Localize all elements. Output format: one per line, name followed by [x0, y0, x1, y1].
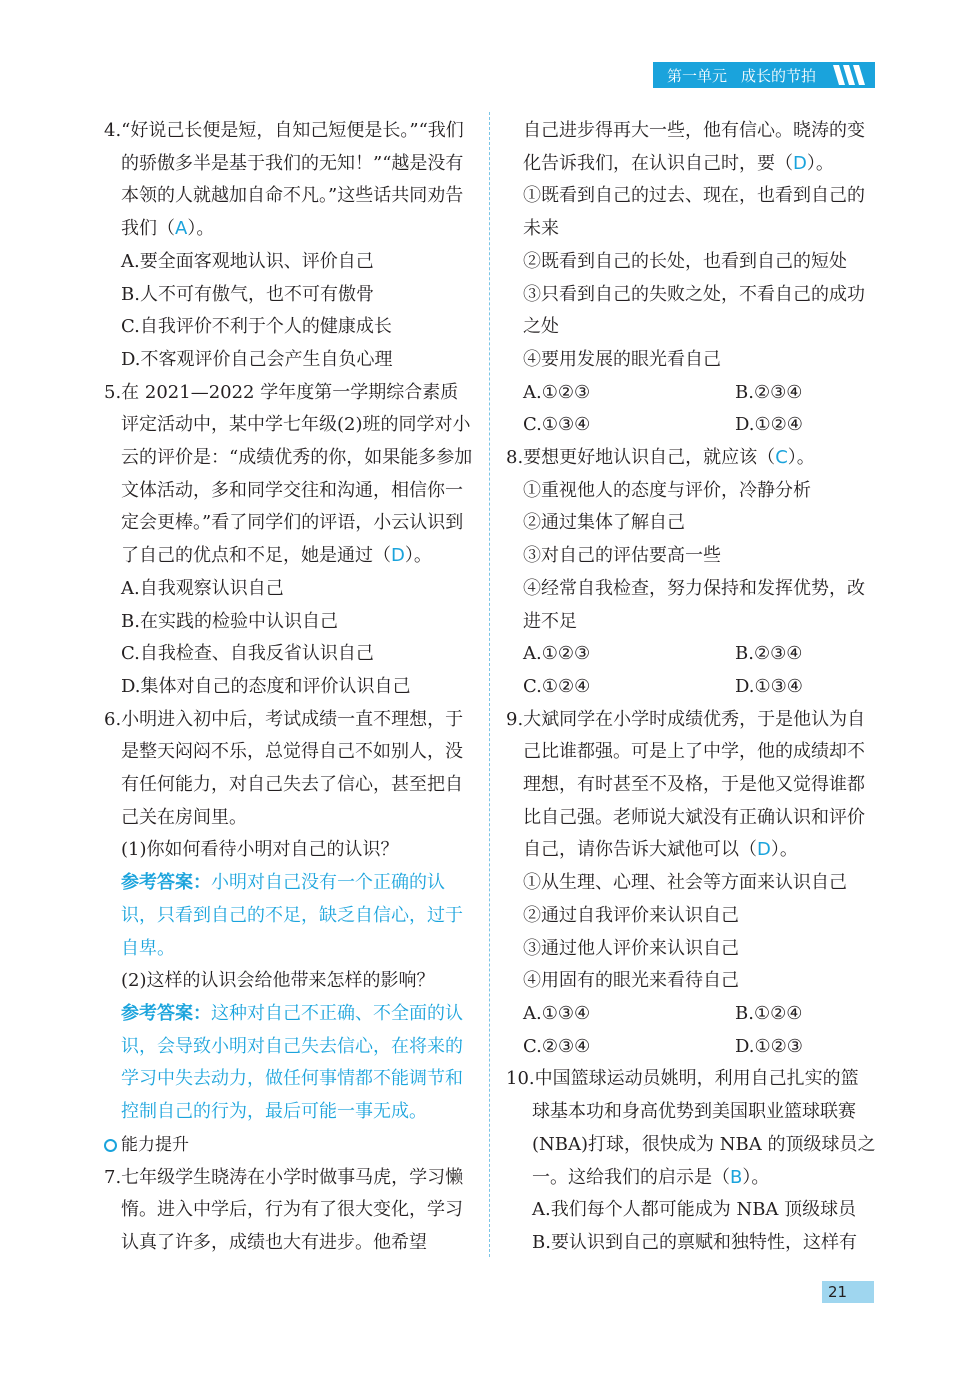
q8-item-2: ②通过集体了解自己	[523, 512, 685, 534]
section-heading	[104, 1129, 476, 1162]
question-9-answer: D	[757, 839, 771, 861]
q9-option-a: A.①③④	[523, 1002, 591, 1024]
left-column	[104, 115, 476, 1260]
q7-item-4: ④要用发展的眼光看自己	[523, 348, 721, 370]
q8-item-4: ④经常自我检查，努力保持和发挥优势，改进不足	[523, 577, 865, 632]
reference-answer-label: 参考答案：	[121, 1002, 211, 1024]
q4-option-b: B.人不可有傲气，也不可有傲骨	[121, 283, 374, 305]
question-10	[506, 1063, 876, 1194]
q9-option-b: B.①②④	[735, 1002, 803, 1024]
q5-option-a: A.自我观察认识自己	[121, 577, 284, 599]
q7-option-a: A.①②③	[523, 381, 591, 403]
q7-option-c: C.①③④	[523, 414, 591, 436]
question-4-stem-end: ）。	[187, 218, 215, 240]
q6-answer-2	[104, 998, 476, 1129]
page-number: 21	[822, 1281, 874, 1303]
q7-item-3: ③只看到自己的失败之处，不看自己的成功之处	[523, 283, 865, 338]
question-5-stem: 5.在 2021—2022 学年度第一学期综合素质评定活动中，某中学七年级(2)班的同学对小云的评价是：“成绩优秀的你，如果能多参加文体活动，多和同学交往和沟通，相信你一定会更棒。”看了同学们的评语，小云认识到了自己的优点和不足，她是通过（	[104, 381, 473, 567]
question-4-stem: 4.“好说己长便是短，自知己短便是长。”“我们的骄傲多半是基于我们的无知！”“越是没有本领的人就越加自命不凡。”这些话共同劝告我们（	[104, 120, 464, 240]
question-6: 6.小明进入初中后，考试成绩一直不理想，于是整天闷闷不乐，总觉得自己不如别人，没有任何能力，对自己失去了信心，甚至把自己关在房间里。	[104, 708, 464, 828]
question-5-stem-end: ）。	[404, 545, 432, 567]
q9-item-4: ④用固有的眼光来看待自己	[523, 970, 739, 992]
question-5	[104, 377, 476, 573]
q7-option-b: B.②③④	[735, 381, 803, 403]
question-10-stem-end: ）。	[742, 1166, 770, 1188]
q6-answer-1-text: 小明对自己没有一个正确的认识，只看到自己的不足，缺乏自信心，过于自卑。	[121, 872, 463, 959]
q9-item-3: ③通过他人评价来认识自己	[523, 937, 739, 959]
q9-item-2: ②通过自我评价来认识自己	[523, 904, 739, 926]
stripes-decoration-icon	[833, 65, 867, 85]
q9-option-c: C.②③④	[523, 1035, 591, 1057]
q8-option-b: B.②③④	[735, 643, 803, 665]
q9-options-row-2	[506, 1031, 876, 1064]
q6-answer-1	[104, 867, 476, 965]
question-9	[506, 704, 876, 868]
q8-item-1: ①重视他人的态度与评价，冷静分析	[523, 479, 811, 501]
q7-item-1: ①既看到自己的过去、现在，也看到自己的未来	[523, 185, 865, 240]
question-10-stem: 10.中国篮球运动员姚明，利用自己扎实的篮球基本功和身高优势到美国职业篮球联赛(NBA)打球，很快成为 NBA 的顶级球员之一。这给我们的启示是（	[506, 1068, 876, 1188]
q8-option-d: D.①③④	[735, 675, 803, 697]
q9-option-d: D.①②③	[735, 1035, 803, 1057]
q4-option-a: A.要全面客观地认识、评价自己	[121, 250, 374, 272]
question-8-answer: C	[775, 447, 788, 469]
question-8	[506, 442, 876, 475]
question-4-answer: A	[175, 218, 188, 240]
q8-options-row-2	[506, 671, 876, 704]
unit-header	[653, 62, 875, 88]
q5-option-c: C.自我检查、自我反省认识自己	[121, 643, 374, 665]
q9-item-1: ①从生理、心理、社会等方面来认识自己	[523, 872, 847, 894]
unit-label: 第一单元	[667, 66, 728, 85]
q8-option-c: C.①②④	[523, 675, 591, 697]
q6-sub-question-1: (1)你如何看待小明对自己的认识？	[121, 839, 399, 861]
q8-options-row-1	[506, 638, 876, 671]
q9-options-row-1	[506, 998, 876, 1031]
question-9-stem-end: ）。	[770, 839, 798, 861]
q5-option-d: D.集体对自己的态度和评价认识自己	[121, 675, 411, 697]
q4-option-d: D.不客观评价自己会产生自负心理	[121, 348, 393, 370]
q10-option-a: A.我们每个人都可能成为 NBA 顶级球员	[532, 1199, 857, 1221]
question-8-stem-end: ）。	[787, 447, 815, 469]
q5-option-b: B.在实践的检验中认识自己	[121, 610, 338, 632]
q7-options-row-1	[506, 377, 876, 410]
q8-item-3: ③对自己的评估要高一些	[523, 545, 721, 567]
section-title: 能力提升	[121, 1134, 189, 1155]
column-divider	[489, 112, 490, 1257]
question-7-stem-cont: 自己进步得再大一些，他有信心。晓涛的变化告诉我们，在认识自己时，要（	[523, 120, 865, 174]
question-7-answer: D	[793, 152, 807, 174]
right-column	[506, 115, 876, 1260]
question-10-answer: B	[730, 1166, 743, 1188]
question-7-continued	[506, 115, 876, 180]
question-9-stem: 9.大斌同学在小学时成绩优秀，于是他认为自己比谁都强。可是上了中学，他的成绩却不理想，有时甚至不及格，于是他又觉得谁都比自己强。老师说大斌没有正确认识和评价自己，请你告诉大斌他可以（	[506, 708, 866, 861]
unit-title: 成长的节拍	[741, 66, 817, 85]
q7-options-row-2	[506, 409, 876, 442]
question-4	[104, 115, 476, 246]
q6-answer-2-text: 这种对自己不正确、不全面的认识，会导致小明对自己失去信心，在将来的学习中失去动力，做任何事情都不能调节和控制自己的行为，最后可能一事无成。	[121, 1002, 463, 1123]
question-8-stem: 8.要想更好地认识自己，就应该（	[506, 447, 776, 469]
question-7-stem-end: ）。	[806, 152, 834, 174]
question-7: 7.七年级学生晓涛在小学时做事马虎，学习懒惰。进入中学后，行为有了很大变化，学习认真了许多，成绩也大有进步。他希望	[104, 1166, 464, 1253]
circle-bullet-icon	[104, 1139, 117, 1152]
q6-sub-question-2: (2)这样的认识会给他带来怎样的影响？	[121, 970, 435, 992]
q10-option-b: B.要认识到自己的禀赋和独特性，这样有	[532, 1231, 857, 1253]
reference-answer-label: 参考答案：	[121, 872, 211, 894]
q8-option-a: A.①②③	[523, 643, 591, 665]
q4-option-c: C.自我评价不利于个人的健康成长	[121, 316, 392, 338]
q7-option-d: D.①②④	[735, 414, 803, 436]
question-5-answer: D	[391, 545, 405, 567]
q7-item-2: ②既看到自己的长处，也看到自己的短处	[523, 250, 847, 272]
